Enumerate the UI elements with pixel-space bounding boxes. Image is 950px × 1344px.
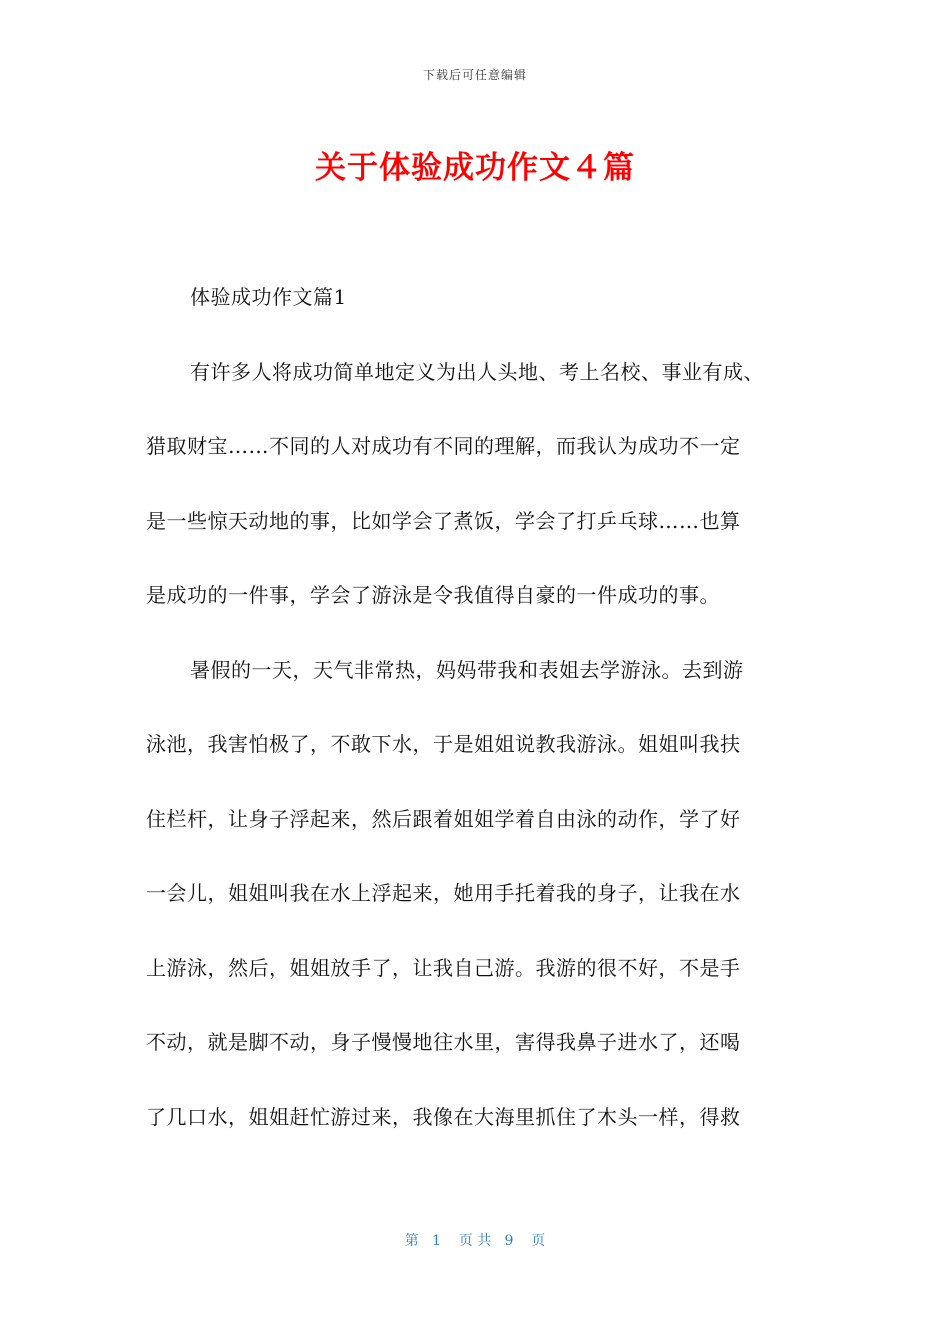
paragraph-line: 是成功的一件事，学会了游泳是令我值得自豪的一件成功的事。	[146, 583, 720, 607]
header-note: 下载后可任意编辑	[422, 68, 527, 82]
paragraph-line: 不动，就是脚不动，身子慢慢地往水里，害得我鼻子进水了，还喝	[146, 1030, 741, 1054]
paragraph-line: 是一些惊天动地的事，比如学会了煮饭，学会了打乒乓球……也算	[146, 508, 741, 533]
paragraph-line: 有许多人将成功简单地定义为出人头地、考上名校、事业有成、	[190, 359, 764, 384]
paragraph-line: 了几口水，姐姐赶忙游过来，我像在大海里抓住了木头一样，得救	[146, 1104, 741, 1129]
document-title: 关于体验成功作文４篇	[315, 150, 635, 186]
paragraph-line: 上游泳，然后，姐姐放手了，让我自己游。我游的很不好，不是手	[146, 955, 741, 980]
section-heading: 体验成功作文篇1	[190, 285, 347, 309]
paragraph-line: 猎取财宝……不同的人对成功有不同的理解，而我认为成功不一定	[146, 434, 741, 458]
paragraph-line: 一会儿，姐姐叫我在水上浮起来，她用手托着我的身子，让我在水	[146, 881, 741, 905]
paragraph-line: 暑假的一天，天气非常热，妈妈带我和表姐去学游泳。去到游	[190, 657, 744, 682]
page-number-footer: 第 1 页 共 9 页	[404, 1233, 546, 1249]
document-body	[146, 260, 806, 1154]
paragraph-line: 住栏杆，让身子浮起来，然后跟着姐姐学着自由泳的动作，学了好	[146, 806, 741, 831]
paragraph-line: 泳池，我害怕极了，不敢下水，于是姐姐说教我游泳。姐姐叫我扶	[146, 732, 741, 756]
